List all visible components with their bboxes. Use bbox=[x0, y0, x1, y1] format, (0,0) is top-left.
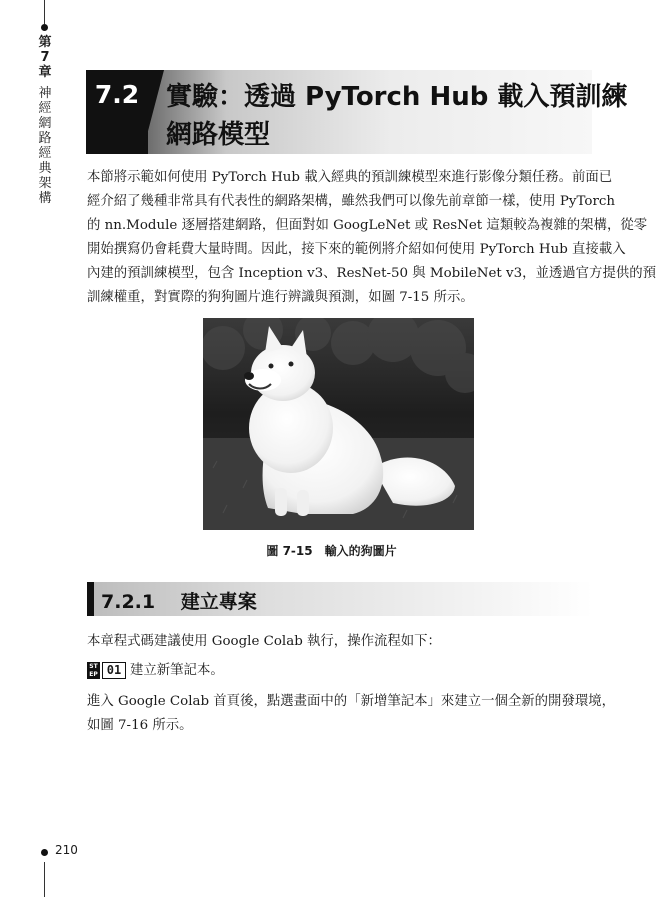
section-title-line-1: 實驗：透過 PyTorch Hub 載入預訓練 bbox=[166, 82, 628, 112]
paragraph-line: 本章程式碼建議使用 Google Colab 執行，操作流程如下： bbox=[87, 634, 441, 649]
paragraph-line: 本節將示範如何使用 PyTorch Hub 載入經典的預訓練模型來進行影像分類任務。前面已 bbox=[87, 170, 613, 185]
subsection-heading bbox=[87, 582, 593, 616]
paragraph-line: 經介紹了幾種非常具有代表性的網路架構，雖然我們可以像先前章節一樣，使用 PyTorch bbox=[87, 194, 615, 209]
intro-paragraph bbox=[87, 166, 657, 310]
paragraph-line: 開始撰寫仍會耗費大量時間。因此，接下來的範例將介紹如何使用 PyTorch Hub 直接載入 bbox=[87, 242, 626, 257]
step-badge-top: ST bbox=[89, 663, 98, 670]
chapter-title-char: 神 bbox=[38, 86, 52, 101]
chapter-title-char: 經 bbox=[38, 146, 52, 161]
paragraph-line: 訓練權重，對實際的狗狗圖片進行辨識與預測，如圖 7-15 所示。 bbox=[87, 290, 474, 305]
subsection-accent-bar bbox=[87, 582, 94, 616]
margin-dot-top bbox=[41, 24, 48, 31]
section-number: 7.2 bbox=[94, 80, 140, 109]
chapter-title-char: 典 bbox=[38, 161, 52, 176]
step-number: 01 bbox=[102, 662, 126, 679]
chapter-char: 7 bbox=[40, 50, 50, 65]
step-badge bbox=[87, 662, 100, 679]
chapter-title-char: 架 bbox=[38, 176, 52, 191]
figure-caption: 圖 7-15 輸入的狗圖片 bbox=[266, 544, 397, 558]
dog-photo-illustration bbox=[203, 318, 474, 530]
dog-photo bbox=[203, 318, 474, 530]
subsection-title: 7.2.1 建立專案 bbox=[101, 591, 257, 613]
colab-intro-paragraph bbox=[87, 630, 593, 654]
margin-rule-top bbox=[44, 0, 45, 24]
chapter-label bbox=[30, 35, 60, 80]
chapter-title-vertical bbox=[34, 86, 56, 206]
new-notebook-paragraph bbox=[87, 690, 616, 738]
paragraph-line: 內建的預訓練模型，包含 Inception v3、ResNet-50 與 MobileNet v3，並透過官方提供的預 bbox=[87, 266, 657, 281]
section-heading bbox=[86, 70, 628, 154]
step-badge-bottom: EP bbox=[89, 671, 98, 678]
chapter-title-char: 經 bbox=[38, 101, 52, 116]
paragraph-line: 如圖 7-16 所示。 bbox=[87, 718, 193, 733]
section-title-line-2: 網路模型 bbox=[166, 120, 271, 150]
paragraph-line: 進入 Google Colab 首頁後，點選畫面中的「新增筆記本」來建立一個全新的開發環境， bbox=[87, 694, 616, 709]
chapter-char: 章 bbox=[38, 65, 52, 80]
chapter-title-char: 路 bbox=[38, 131, 52, 146]
margin-dot-bottom bbox=[41, 849, 48, 856]
margin-rule-bottom bbox=[44, 862, 45, 897]
chapter-title-char: 構 bbox=[38, 191, 52, 206]
page-number: 210 bbox=[55, 843, 78, 857]
chapter-title-char: 網 bbox=[38, 116, 52, 131]
chapter-char: 第 bbox=[38, 35, 52, 50]
paragraph-line: 的 nn.Module 逐層搭建網路，但面對如 GoogLeNet 或 ResNet 這類較為複雜的架構，從零 bbox=[87, 218, 648, 233]
step-text: 建立新筆記本。 bbox=[130, 663, 224, 678]
